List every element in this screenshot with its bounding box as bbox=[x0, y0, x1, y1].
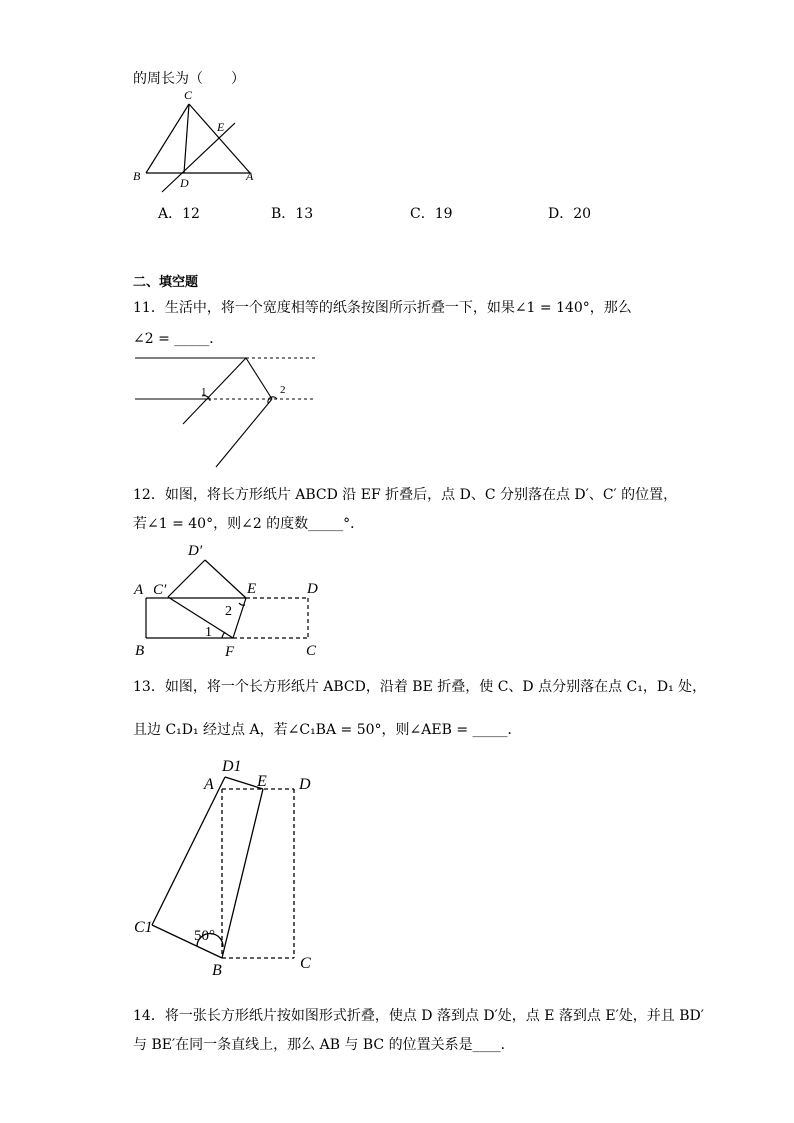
q11-stem-line2: ∠2 = _____． bbox=[133, 331, 224, 347]
q10-option-c[interactable]: C．19 bbox=[410, 206, 453, 222]
q12-stem-line2: 若∠1 = 40°，则∠2 的度数_____°． bbox=[133, 516, 365, 532]
q12-label-cprime: C′ bbox=[153, 582, 167, 598]
q11-stem-line1: 11．生活中，将一个宽度相等的纸条按图所示折叠一下，如果∠1 = 140°，那么 bbox=[133, 300, 632, 316]
q13-stem-line2: 且边 C₁D₁ 经过点 A，若∠C₁BA = 50°，则∠AEB = _____． bbox=[133, 722, 522, 738]
q13-label-c: C bbox=[300, 955, 311, 972]
q12-label-e: E bbox=[247, 581, 257, 597]
q14-stem-line2: 与 BE′在同一条直线上，那么 AB 与 BC 的位置关系是____． bbox=[133, 1037, 515, 1053]
q13-label-e: E bbox=[257, 773, 267, 790]
q12-label-f: F bbox=[225, 644, 235, 660]
q10-label-e: E bbox=[217, 120, 225, 134]
q13-angle-label: 50° bbox=[194, 928, 215, 944]
q13-label-b: B bbox=[212, 962, 222, 979]
q10-label-a: A bbox=[246, 169, 254, 183]
q13-label-a: A bbox=[204, 776, 214, 793]
q10-option-d[interactable]: D．20 bbox=[548, 206, 592, 222]
q12-angle1-label: 1 bbox=[205, 625, 212, 640]
q12-label-b: B bbox=[135, 643, 145, 659]
q10-option-b[interactable]: B．13 bbox=[271, 206, 314, 222]
section-title-fill-blank: 二、填空题 bbox=[133, 275, 199, 290]
q14-stem-line1: 14．将一张长方形纸片按如图形式折叠，使点 D 落到点 D′处，点 E 落到点 E′处，并且 BD′ bbox=[133, 1008, 704, 1024]
q13-label-d1: D1 bbox=[222, 758, 242, 775]
q10-label-b: B bbox=[133, 169, 141, 183]
q10-stem-tail: 的周长为（ ） bbox=[133, 71, 245, 87]
q12-label-c: C bbox=[306, 643, 317, 659]
q13-label-d: D bbox=[299, 776, 311, 793]
q12-stem-line1: 12．如图，将长方形纸片 ABCD 沿 EF 折叠后，点 D、C 分别落在点 D′、C′ 的位置， bbox=[133, 487, 678, 503]
q10-label-c: C bbox=[184, 88, 193, 102]
q12-label-d: D bbox=[307, 581, 318, 597]
q12-label-dprime: D′ bbox=[188, 543, 203, 559]
q13-stem-line1: 13．如图，将一个长方形纸片 ABCD，沿着 BE 折叠，使 C、D 点分别落在点 C₁，D₁ 处， bbox=[133, 679, 707, 695]
q11-angle2-label: 2 bbox=[280, 384, 286, 396]
q13-label-c1: C1 bbox=[134, 919, 153, 936]
q12-label-a: A bbox=[134, 582, 144, 598]
q10-label-d: D bbox=[180, 176, 189, 190]
q11-angle1-label: 1 bbox=[201, 386, 207, 398]
q10-option-a[interactable]: A．12 bbox=[158, 206, 200, 222]
q12-angle2-label: 2 bbox=[225, 604, 232, 619]
